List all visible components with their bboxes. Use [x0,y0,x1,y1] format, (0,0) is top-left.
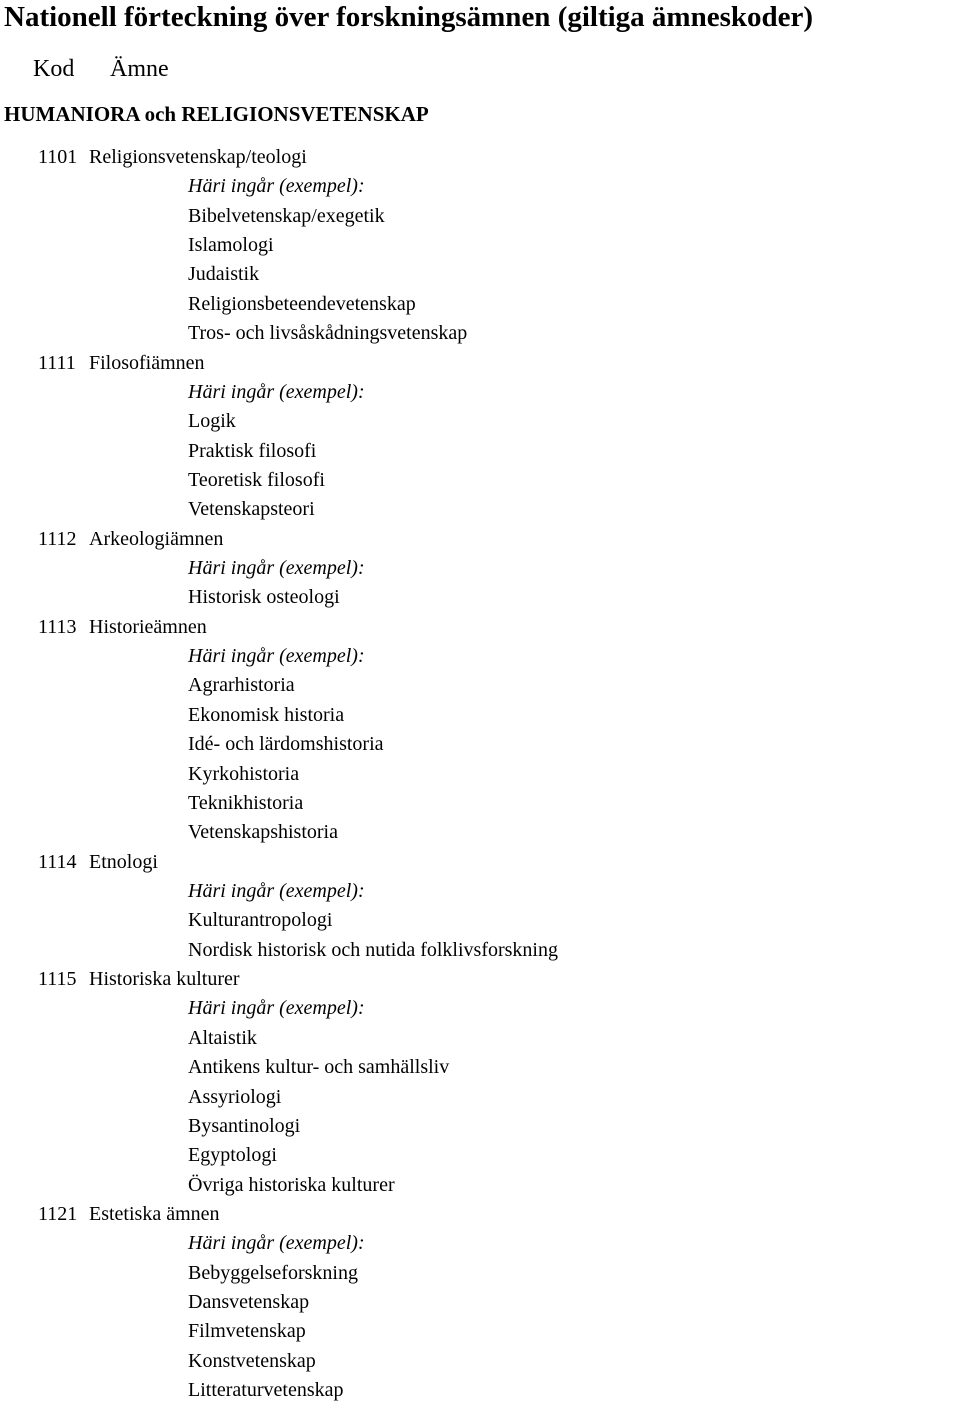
sub-subject-row [0,1141,960,1170]
sub-subject-row [0,1317,960,1346]
sub-subject-row [0,906,960,935]
subject-name: Filosofiämnen [89,351,205,374]
sub-subject-name: Logik [188,410,236,433]
sub-subject-name: Ekonomisk historia [188,703,345,726]
subject-row [0,965,960,994]
example-label: Häri ingår (exempel): [188,380,365,403]
sub-subject-row [0,495,960,524]
sub-subject-row [0,202,960,231]
sub-subject-name: Nordisk historisk och nutida folklivsforskning [188,938,558,961]
sub-subject-name: Vetenskapsteori [188,498,315,521]
example-label-row [0,642,960,671]
subject-row [0,349,960,378]
subject-code: 1115 [38,968,77,991]
example-label: Häri ingår (exempel): [188,645,365,668]
column-header-subject: Ämne [110,56,169,82]
example-label-row [0,378,960,407]
subject-name: Historieämnen [89,615,207,638]
sub-subject-row [0,730,960,759]
sub-subject-row [0,1259,960,1288]
sub-subject-row [0,407,960,436]
sub-subject-name: Teoretisk filosofi [188,468,325,491]
document-title: Nationell förteckning över forskningsämnen (giltiga ämneskoder) [4,1,814,33]
sub-subject-name: Litteraturvetenskap [188,1379,344,1402]
sub-subject-row [0,760,960,789]
sub-subject-row [0,936,960,965]
sub-subject-name: Konstvetenskap [188,1349,316,1372]
sub-subject-row [0,1083,960,1112]
subject-row [0,848,960,877]
sub-subject-name: Vetenskapshistoria [188,821,338,844]
sub-subject-name: Islamologi [188,234,274,257]
sub-subject-name: Bysantinologi [188,1114,301,1137]
sub-subject-row [0,1171,960,1200]
example-label: Häri ingår (exempel): [188,1232,365,1255]
sub-subject-name: Religionsbeteendevetenskap [188,292,416,315]
sub-subject-row [0,437,960,466]
sub-subject-row [0,231,960,260]
subject-name: Estetiska ämnen [89,1202,220,1225]
sub-subject-row [0,789,960,818]
example-label-row [0,554,960,583]
sub-subject-row [0,701,960,730]
sub-subject-row [0,260,960,289]
subject-code: 1121 [38,1202,78,1225]
example-label-row [0,1229,960,1258]
subject-code: 1112 [38,527,77,550]
sub-subject-name: Filmvetenskap [188,1320,306,1343]
sub-subject-row [0,319,960,348]
sub-subject-row [0,1053,960,1082]
sub-subject-name: Bebyggelseforskning [188,1261,358,1284]
sub-subject-row [0,583,960,612]
sub-subject-name: Praktisk filosofi [188,439,317,462]
sub-subject-name: Historisk osteologi [188,586,340,609]
sub-subject-name: Teknikhistoria [188,791,304,814]
example-label-row [0,877,960,906]
sub-subject-row [0,818,960,847]
section-title: HUMANIORA och RELIGIONSVETENSKAP [4,102,429,126]
sub-subject-name: Kyrkohistoria [188,762,300,785]
sub-subject-name: Kulturantropologi [188,909,333,932]
subject-row [0,613,960,642]
subject-name: Religionsvetenskap/teologi [89,146,307,168]
example-label: Häri ingår (exempel): [188,997,365,1020]
sub-subject-row [0,671,960,700]
subject-row [0,525,960,554]
sub-subject-row [0,466,960,495]
sub-subject-row [0,1024,960,1053]
example-label: Häri ingår (exempel): [188,175,365,198]
column-header-code: Kod [33,56,75,82]
sub-subject-name: Övriga historiska kulturer [188,1173,395,1196]
subject-name: Arkeologiämnen [89,527,224,550]
example-label-row [0,172,960,201]
sub-subject-name: Tros- och livsåskådningsvetenskap [188,322,468,345]
sub-subject-name: Agrarhistoria [188,674,295,697]
sub-subject-row [0,1112,960,1141]
sub-subject-row [0,1347,960,1376]
sub-subject-name: Judaistik [188,263,260,286]
sub-subject-row [0,1288,960,1317]
sub-subject-name: Egyptologi [188,1144,277,1167]
sub-subject-name: Altaistik [188,1026,257,1049]
subject-code: 1114 [38,850,77,873]
subject-code: 1111 [38,351,76,374]
subject-code: 1101 [38,146,78,168]
subject-row [0,143,960,172]
example-label: Häri ingår (exempel): [188,879,365,902]
subject-name: Historiska kulturer [89,968,240,991]
example-label-row [0,994,960,1023]
subject-code: 1113 [38,615,77,638]
sub-subject-row [0,290,960,319]
example-label: Häri ingår (exempel): [188,557,365,580]
subject-row [0,1200,960,1229]
sub-subject-name: Idé- och lärdomshistoria [188,733,384,756]
sub-subject-name: Assyriologi [188,1085,282,1108]
subject-list [0,143,960,1405]
sub-subject-name: Antikens kultur- och samhällsliv [188,1056,450,1079]
subject-name: Etnologi [89,850,158,873]
sub-subject-name: Dansvetenskap [188,1291,310,1314]
sub-subject-name: Bibelvetenskap/exegetik [188,204,385,227]
